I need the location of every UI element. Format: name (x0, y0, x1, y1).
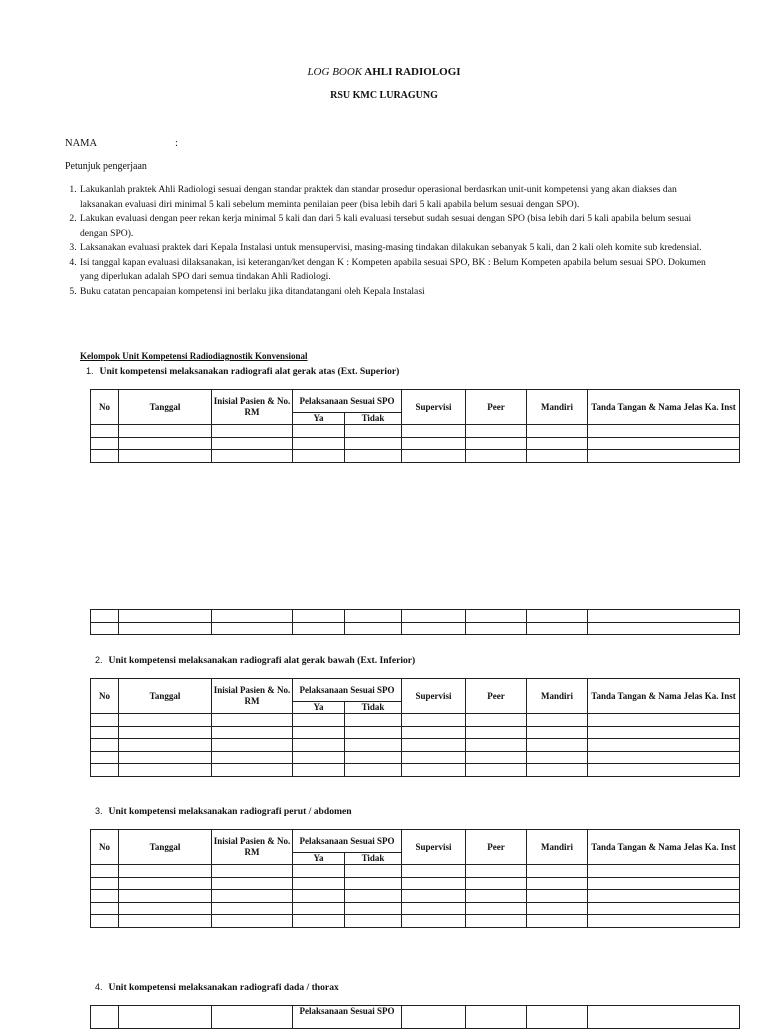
header-mandiri: Mandiri (527, 830, 588, 865)
header-inisial (212, 1006, 293, 1029)
header-no: No (91, 830, 119, 865)
header-tidak: Tidak (345, 853, 402, 865)
instruction-item: 2. Lakukan evaluasi dengan peer rekan kerja minimal 5 kali dan dari 5 kali evaluasi tersebut sudah sesuai dengan SPO (bisa lebih dari 5 kali apabila belum sesuai dengan SPO). (79, 212, 719, 241)
table-row (91, 622, 740, 635)
table-row (91, 714, 740, 727)
logbook-table-4 (90, 1005, 740, 1029)
group-title: Kelompok Unit Kompetensi Radiodiagnostik Konvensional (80, 351, 308, 361)
header-ya: Ya (293, 853, 345, 865)
header-no: No (91, 390, 119, 425)
instructions-heading: Petunjuk pengerjaan (65, 161, 147, 172)
header-tanda: Tanda Tangan & Nama Jelas Ka. Inst (588, 679, 740, 714)
header-inisial: Inisial Pasien & No. RM (212, 830, 293, 865)
table-row (91, 751, 740, 764)
table-row (91, 437, 740, 450)
header-peer: Peer (466, 830, 527, 865)
table-row (91, 425, 740, 438)
header-pelaksanaan: Pelaksanaan Sesuai SPO (293, 830, 402, 853)
header-supervisi (402, 1006, 466, 1029)
header-tanda: Tanda Tangan & Nama Jelas Ka. Inst (588, 390, 740, 425)
nama-label: NAMA (65, 138, 98, 149)
header-ya: Ya (293, 413, 345, 425)
table-row (91, 450, 740, 463)
header-no: No (91, 679, 119, 714)
table-row (91, 764, 740, 777)
table-row (91, 739, 740, 752)
header-tanggal: Tanggal (119, 679, 212, 714)
unit-title-2: 2. Unit kompetensi melaksanakan radiografi alat gerak bawah (Ext. Inferior) (95, 655, 416, 666)
table-row (91, 902, 740, 915)
header-tanggal (119, 1006, 212, 1029)
table-row (91, 877, 740, 890)
header-peer (466, 1006, 527, 1029)
instructions-list (65, 183, 719, 299)
header-ya: Ya (293, 702, 345, 714)
header-tanggal: Tanggal (119, 390, 212, 425)
nama-field (65, 138, 178, 149)
header-pelaksanaan: Pelaksanaan Sesuai SPO (293, 679, 402, 702)
header-inisial: Inisial Pasien & No. RM (212, 679, 293, 714)
header-tidak: Tidak (345, 702, 402, 714)
header-pelaksanaan: Pelaksanaan Sesuai SPO (293, 1006, 402, 1029)
table-row (91, 865, 740, 878)
instruction-item: 1. Lakukanlah praktek Ahli Radiologi sesuai dengan standar praktek dan standar prosedur operasional berdasrkan unit-unit kompetensi yang akan diakses dan laksanakan evaluasi diri minimal 5 kali sebelum meminta penilaian peer (bisa lebih dari 5 kali apabila belum sesuai dengan SPO). (79, 183, 719, 212)
header-peer: Peer (466, 390, 527, 425)
header-peer: Peer (466, 679, 527, 714)
instruction-item: 5. Buku catatan pencapaian kompetensi ini berlaku jika ditandatangani oleh Kepala Instalasi (79, 285, 719, 300)
header-mandiri (527, 1006, 588, 1029)
logbook-table-1-continued (90, 609, 740, 635)
table-row (91, 726, 740, 739)
table-row (91, 890, 740, 903)
header-tanggal: Tanggal (119, 830, 212, 865)
logbook-table-1 (90, 389, 740, 463)
header-inisial: Inisial Pasien & No. RM (212, 390, 293, 425)
instruction-item: 4. Isi tanggal kapan evaluasi dilaksanakan, isi keterangan/ket dengan K : Kompeten apabila sesuai SPO, BK : Belum Kompeten apabila belum sesuai SPO. Dokumen yang diperlukan adalah SPO dari semua tindakan Ahli Radiologi. (79, 256, 719, 285)
header-supervisi: Supervisi (402, 679, 466, 714)
unit-title-3: 3. Unit kompetensi melaksanakan radiografi perut / abdomen (95, 806, 352, 817)
table-row (91, 915, 740, 928)
logbook-table-3 (90, 829, 740, 928)
logbook-table-2 (90, 678, 740, 777)
header-tanda (588, 1006, 740, 1029)
table-row (91, 610, 740, 623)
nama-colon: : (175, 138, 178, 149)
instruction-item: 3. Laksanakan evaluasi praktek dari Kepala Instalasi untuk mensupervisi, masing-masing tindakan dilakukan sebanyak 5 kali, dan 2 kali oleh komite sub kredensial. (79, 241, 719, 256)
header-mandiri: Mandiri (527, 679, 588, 714)
header-supervisi: Supervisi (402, 390, 466, 425)
header-supervisi: Supervisi (402, 830, 466, 865)
hospital-name: RSU KMC LURAGUNG (330, 90, 438, 101)
header-mandiri: Mandiri (527, 390, 588, 425)
header-no (91, 1006, 119, 1029)
document-title: LOG BOOK AHLI RADIOLOGI (307, 66, 461, 78)
header-tanda: Tanda Tangan & Nama Jelas Ka. Inst (588, 830, 740, 865)
header-pelaksanaan: Pelaksanaan Sesuai SPO (293, 390, 402, 413)
unit-title-1: 1. Unit kompetensi melaksanakan radiografi alat gerak atas (Ext. Superior) (86, 366, 400, 377)
unit-title-4: 4. Unit kompetensi melaksanakan radiografi dada / thorax (95, 982, 339, 993)
header-tidak: Tidak (345, 413, 402, 425)
